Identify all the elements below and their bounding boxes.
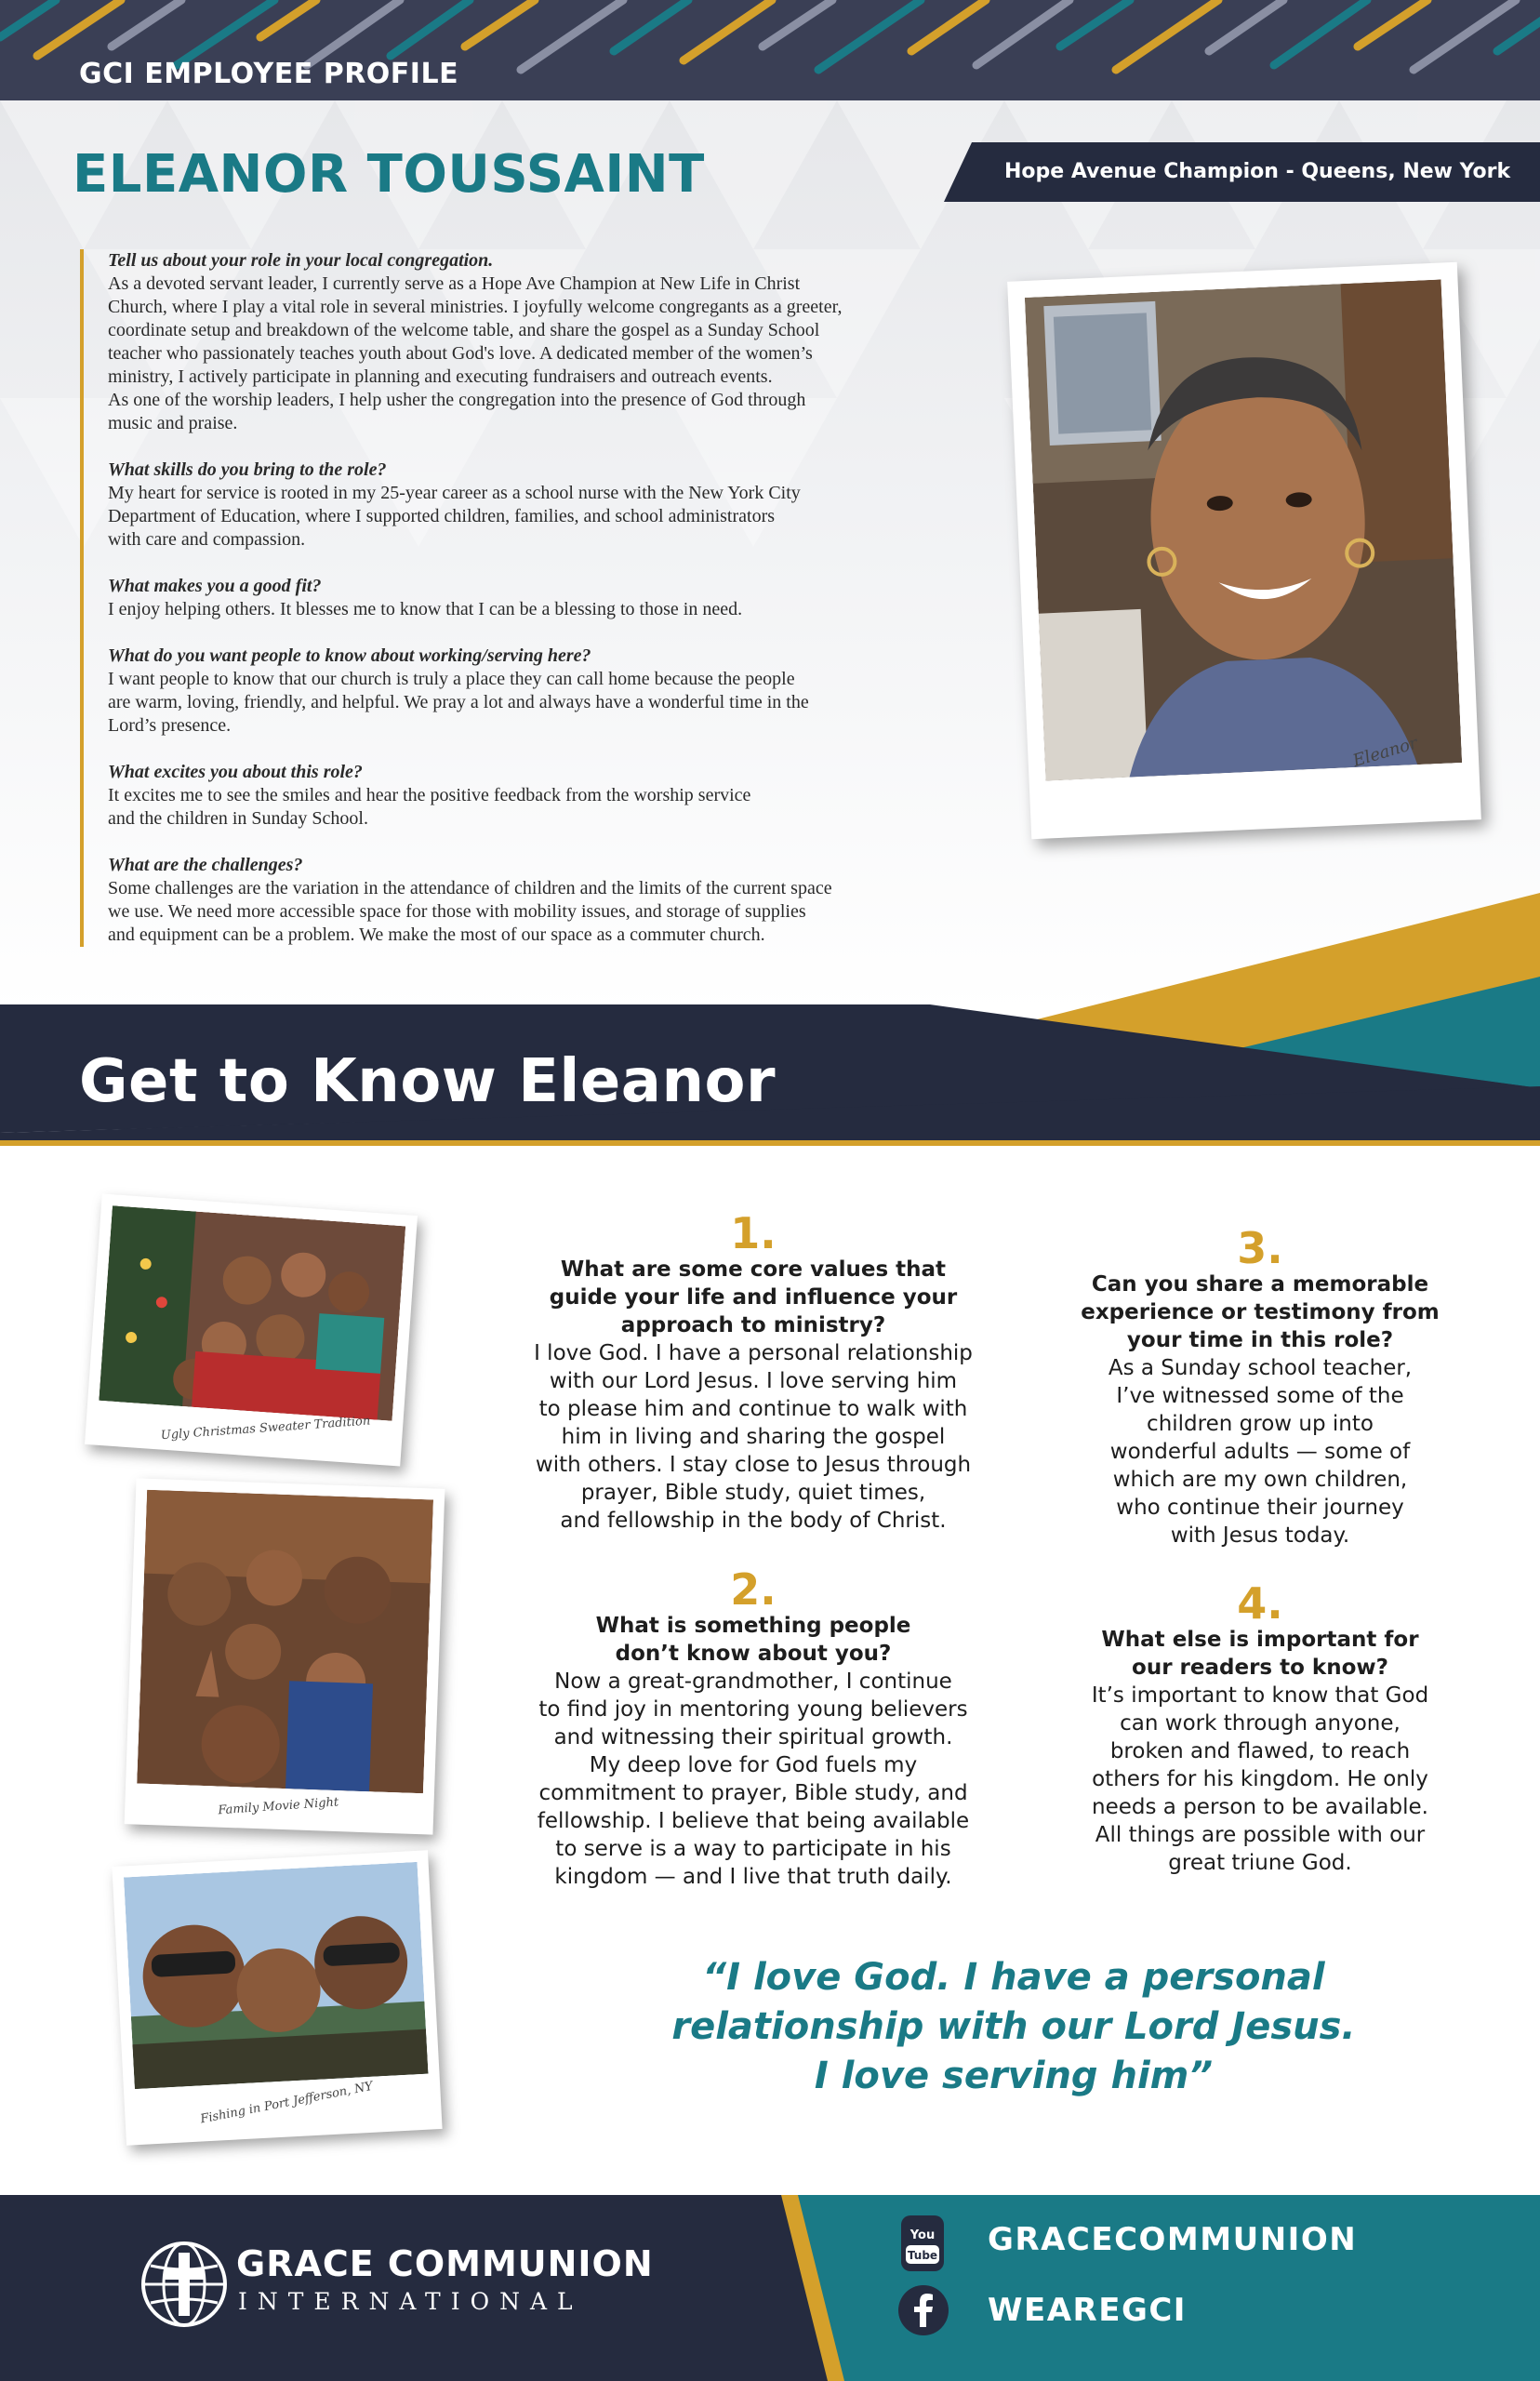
faq-answer: I love God. I have a personal relationship with our Lord Jesus. I love serving him to please him and continue to walk with him in living and sharing the gospel with others. I stay close to Jesus through prayer, Bible study, quiet times, and fellowship in the body of Christ. xyxy=(534,1341,973,1533)
pull-quote: “I love God. I have a personal relationship with our Lord Jesus. I love serving him” xyxy=(671,1956,1356,2097)
svg-text:Tube: Tube xyxy=(907,2249,938,2262)
faq-answer: As a Sunday school teacher, I’ve witnessed some of the children grow up into wonderful adults — some of which are my own children, who continue their journey with Jesus today. xyxy=(1108,1356,1413,1548)
family-photo xyxy=(124,1862,428,2089)
profile-photo-caption: Eleanor xyxy=(1350,733,1420,771)
photo-caption: Fishing in Port Jefferson, NY xyxy=(199,2079,375,2127)
interview-question: What are the challenges? xyxy=(108,855,303,875)
org-name: GRACE COMMUNION xyxy=(236,2243,654,2284)
interview-question: Tell us about your role in your local congregation. xyxy=(108,250,494,271)
gci-globe-icon[interactable] xyxy=(139,2240,229,2329)
interview-question: What skills do you bring to the role? xyxy=(108,459,387,480)
faq-question: What else is important for our readers to know? xyxy=(1101,1628,1419,1680)
interview-answer: My heart for service is rooted in my 25-year career as a school nurse with the New York City Department of Education, where I supported children, families, and school administrators with care and compassion. xyxy=(108,483,801,550)
faq-question: What are some core values that guide your life and influence your approach to ministry? xyxy=(549,1257,958,1337)
photo-caption: Family Movie Night xyxy=(217,1795,339,1818)
family-photo xyxy=(137,1490,433,1794)
faq-item xyxy=(1028,1223,1493,1550)
faq-answer: Now a great-grandmother, I continue to find joy in mentoring young believers and witnessing their spiritual growth. My deep love for God fuels my commitment to prayer, Bible study, and fellowship. I believe that being available to serve is a way to participate in his kingdom — and I live that truth daily. xyxy=(537,1669,970,1889)
profile-photo-frame xyxy=(1007,262,1481,840)
interview-answer: I enjoy helping others. It blesses me to know that I can be a blessing to those in need. xyxy=(108,599,743,619)
section-title: Get to Know Eleanor xyxy=(79,1047,777,1116)
header-label: GCI EMPLOYEE PROFILE xyxy=(79,58,459,90)
faq-item xyxy=(498,1564,1009,1891)
faq-question: What is something people don’t know about you? xyxy=(595,1614,911,1666)
profile-name: ELEANOR TOUSSAINT xyxy=(73,144,705,205)
interview-answer: I want people to know that our church is truly a place they can call home because the people are warm, loving, friendly, and helpful. We pray a lot and always have a wonderful time in the Lord’s presence. xyxy=(108,669,809,736)
faq-number: 1. xyxy=(730,1208,777,1258)
faq-item xyxy=(1028,1578,1493,1877)
svg-text:You: You xyxy=(909,2228,936,2242)
faq-item xyxy=(498,1208,1009,1535)
role-title: Hope Avenue Champion - Queens, New York xyxy=(1004,160,1511,183)
faq-number: 3. xyxy=(1237,1223,1283,1273)
interview-question: What makes you a good fit? xyxy=(108,576,322,596)
faq-question: Can you share a memorable experience or testimony from your time in this role? xyxy=(1081,1272,1440,1352)
photo-polaroid xyxy=(125,1478,445,1834)
photo-caption: Ugly Christmas Sweater Tradition xyxy=(160,1414,371,1443)
interview-block xyxy=(80,249,976,947)
youtube-handle[interactable]: GRACECOMMUNION xyxy=(988,2221,1358,2258)
faq-number: 2. xyxy=(730,1564,777,1615)
interview-question: What do you want people to know about working/serving here? xyxy=(108,645,591,666)
family-photo xyxy=(99,1205,405,1421)
youtube-icon[interactable] xyxy=(899,2215,946,2271)
faq-number: 4. xyxy=(1237,1578,1283,1629)
interview-answer: Some challenges are the variation in the attendance of children and the limits of the current space we use. We need more accessible space for those with mobility issues, and storage of supplies and equipment can be a problem. We make the most of our space as a commuter church. xyxy=(108,878,832,945)
org-subtitle: INTERNATIONAL xyxy=(238,2288,583,2315)
interview-answer: As a devoted servant leader, I currently serve as a Hope Ave Champion at New Life in Christ Church, where I play a vital role in several ministries. I joyfully welcome congregants as a greeter, coordinate setup and breakdown of the welcome table, and share the gospel as a Sunday School teacher who passionately teaches youth about God's love. A dedicated member of the women’s ministry, I actively participate in planning and executing fundraisers and outreach events. As one of the worship leaders, I help usher the congregation into the presence of God through music and praise. xyxy=(108,273,843,433)
photo-polaroid xyxy=(85,1193,418,1466)
faq-answer: It’s important to know that God can work through anyone, broken and flawed, to reach others for his kingdom. He only needs a person to be available. All things are possible with our great triune God. xyxy=(1091,1683,1429,1875)
facebook-handle[interactable]: WEAREGCI xyxy=(988,2292,1187,2329)
profile-photo xyxy=(1025,279,1462,780)
facebook-icon[interactable] xyxy=(897,2284,949,2336)
photo-polaroid xyxy=(112,1850,442,2145)
interview-question: What excites you about this role? xyxy=(108,762,363,782)
interview-answer: It excites me to see the smiles and hear the positive feedback from the worship service and the children in Sunday School. xyxy=(108,785,751,829)
